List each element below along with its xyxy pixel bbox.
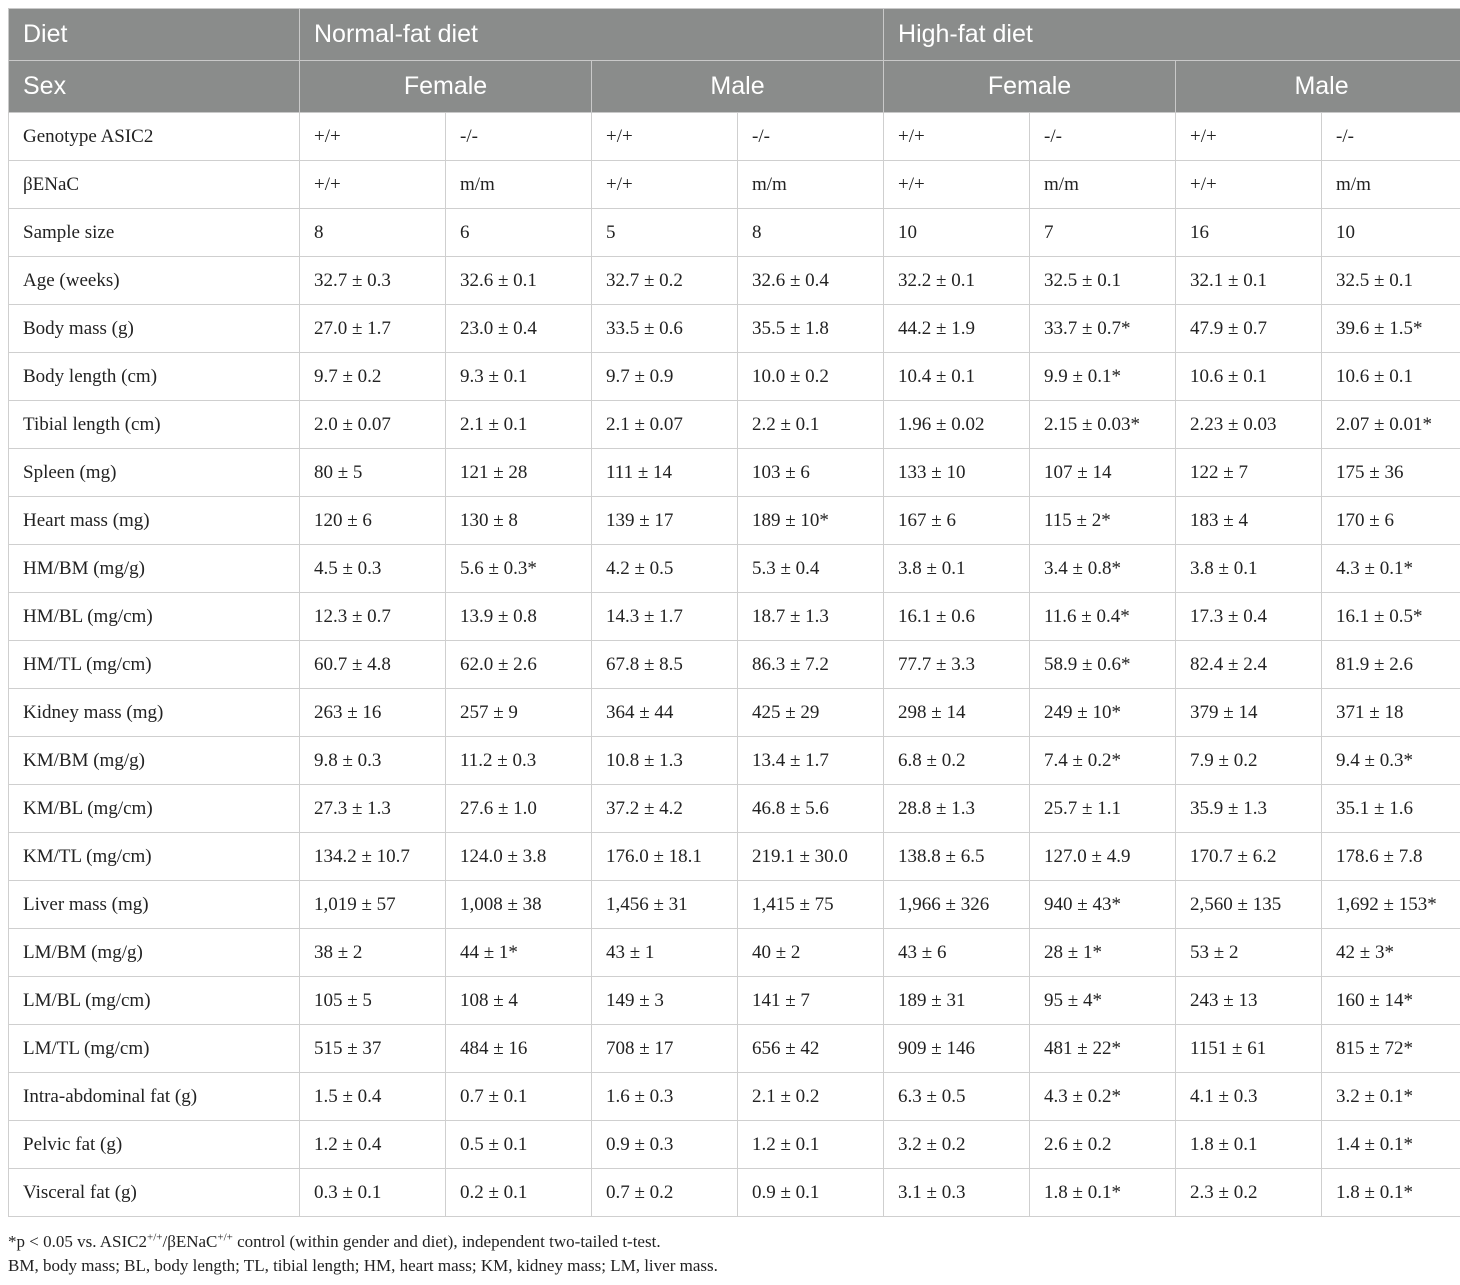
table-cell: +/+ bbox=[884, 161, 1030, 209]
table-cell: 121 ± 28 bbox=[446, 449, 592, 497]
table-row bbox=[9, 1121, 1460, 1169]
table-cell: 107 ± 14 bbox=[1030, 449, 1176, 497]
table-cell: 13.4 ± 1.7 bbox=[738, 737, 884, 785]
table-cell: 0.2 ± 0.1 bbox=[446, 1169, 592, 1217]
table-cell: 371 ± 18 bbox=[1322, 689, 1460, 737]
table-cell: 38 ± 2 bbox=[300, 929, 446, 977]
table-cell: 10.8 ± 1.3 bbox=[592, 737, 738, 785]
table-cell: 40 ± 2 bbox=[738, 929, 884, 977]
row-label: Tibial length (cm) bbox=[9, 401, 300, 449]
table-cell: 9.7 ± 0.9 bbox=[592, 353, 738, 401]
table-cell: 10.6 ± 0.1 bbox=[1322, 353, 1460, 401]
table-row bbox=[9, 977, 1460, 1025]
row-label: Genotype ASIC2 bbox=[9, 113, 300, 161]
table-cell: -/- bbox=[1322, 113, 1460, 161]
table-cell: 1.5 ± 0.4 bbox=[300, 1073, 446, 1121]
table-cell: 44.2 ± 1.9 bbox=[884, 305, 1030, 353]
table-cell: 1,692 ± 153* bbox=[1322, 881, 1460, 929]
table-cell: 58.9 ± 0.6* bbox=[1030, 641, 1176, 689]
table-cell: 16.1 ± 0.6 bbox=[884, 593, 1030, 641]
row-label: KM/BL (mg/cm) bbox=[9, 785, 300, 833]
table-cell: 43 ± 1 bbox=[592, 929, 738, 977]
table-cell: 7 bbox=[1030, 209, 1176, 257]
table-cell: 189 ± 31 bbox=[884, 977, 1030, 1025]
table-cell: 257 ± 9 bbox=[446, 689, 592, 737]
table-cell: 14.3 ± 1.7 bbox=[592, 593, 738, 641]
table-cell: 80 ± 5 bbox=[300, 449, 446, 497]
row-label: LM/BL (mg/cm) bbox=[9, 977, 300, 1025]
table-cell: 9.8 ± 0.3 bbox=[300, 737, 446, 785]
table-cell: 62.0 ± 2.6 bbox=[446, 641, 592, 689]
table-cell: 243 ± 13 bbox=[1176, 977, 1322, 1025]
header-sex-male-high: Male bbox=[1176, 61, 1460, 113]
table-cell: -/- bbox=[446, 113, 592, 161]
table-cell: 2.1 ± 0.1 bbox=[446, 401, 592, 449]
row-label: Liver mass (mg) bbox=[9, 881, 300, 929]
header-diet-high: High-fat diet bbox=[884, 9, 1460, 61]
row-label: Sample size bbox=[9, 209, 300, 257]
table-cell: 176.0 ± 18.1 bbox=[592, 833, 738, 881]
table-cell: +/+ bbox=[1176, 161, 1322, 209]
table-cell: 1.8 ± 0.1 bbox=[1176, 1121, 1322, 1169]
table-cell: 6.8 ± 0.2 bbox=[884, 737, 1030, 785]
table-cell: 249 ± 10* bbox=[1030, 689, 1176, 737]
table-cell: 1,456 ± 31 bbox=[592, 881, 738, 929]
table-cell: 940 ± 43* bbox=[1030, 881, 1176, 929]
table-cell: 3.2 ± 0.2 bbox=[884, 1121, 1030, 1169]
table-cell: 25.7 ± 1.1 bbox=[1030, 785, 1176, 833]
table-cell: 1.2 ± 0.4 bbox=[300, 1121, 446, 1169]
table-cell: 141 ± 7 bbox=[738, 977, 884, 1025]
table-cell: 5 bbox=[592, 209, 738, 257]
table-cell: 909 ± 146 bbox=[884, 1025, 1030, 1073]
table-footnotes bbox=[8, 1230, 1453, 1278]
table-cell: m/m bbox=[1322, 161, 1460, 209]
footnote-abbreviations: BM, body mass; BL, body length; TL, tibial length; HM, heart mass; KM, kidney mass; LM, liver mass. bbox=[8, 1256, 718, 1275]
table-row bbox=[9, 161, 1460, 209]
table-cell: 2.07 ± 0.01* bbox=[1322, 401, 1460, 449]
table-cell: 1.8 ± 0.1* bbox=[1322, 1169, 1460, 1217]
table-cell: 160 ± 14* bbox=[1322, 977, 1460, 1025]
table-cell: 0.9 ± 0.3 bbox=[592, 1121, 738, 1169]
table-cell: 4.3 ± 0.1* bbox=[1322, 545, 1460, 593]
table-cell: 32.6 ± 0.4 bbox=[738, 257, 884, 305]
table-cell: 32.7 ± 0.2 bbox=[592, 257, 738, 305]
table-cell: 82.4 ± 2.4 bbox=[1176, 641, 1322, 689]
table-cell: 0.3 ± 0.1 bbox=[300, 1169, 446, 1217]
table-cell: 8 bbox=[300, 209, 446, 257]
table-cell: 77.7 ± 3.3 bbox=[884, 641, 1030, 689]
table-cell: +/+ bbox=[1176, 113, 1322, 161]
table-cell: +/+ bbox=[300, 161, 446, 209]
table-cell: 175 ± 36 bbox=[1322, 449, 1460, 497]
table-cell: 9.3 ± 0.1 bbox=[446, 353, 592, 401]
table-cell: 32.1 ± 0.1 bbox=[1176, 257, 1322, 305]
table-cell: 115 ± 2* bbox=[1030, 497, 1176, 545]
table-cell: 32.2 ± 0.1 bbox=[884, 257, 1030, 305]
table-cell: 178.6 ± 7.8 bbox=[1322, 833, 1460, 881]
header-sex-label: Sex bbox=[9, 61, 300, 113]
table-cell: +/+ bbox=[300, 113, 446, 161]
table-cell: 1.2 ± 0.1 bbox=[738, 1121, 884, 1169]
table-cell: 43 ± 6 bbox=[884, 929, 1030, 977]
table-cell: 1.8 ± 0.1* bbox=[1030, 1169, 1176, 1217]
table-cell: 484 ± 16 bbox=[446, 1025, 592, 1073]
table-cell: 10 bbox=[1322, 209, 1460, 257]
table-cell: 35.1 ± 1.6 bbox=[1322, 785, 1460, 833]
table-cell: 3.8 ± 0.1 bbox=[884, 545, 1030, 593]
table-cell: +/+ bbox=[884, 113, 1030, 161]
table-cell: 28 ± 1* bbox=[1030, 929, 1176, 977]
table-cell: 0.7 ± 0.2 bbox=[592, 1169, 738, 1217]
table-cell: -/- bbox=[738, 113, 884, 161]
table-cell: 60.7 ± 4.8 bbox=[300, 641, 446, 689]
table-cell: 3.1 ± 0.3 bbox=[884, 1169, 1030, 1217]
table-cell: 9.9 ± 0.1* bbox=[1030, 353, 1176, 401]
table-cell: 4.3 ± 0.2* bbox=[1030, 1073, 1176, 1121]
table-row bbox=[9, 257, 1460, 305]
table-cell: 2.1 ± 0.2 bbox=[738, 1073, 884, 1121]
table-cell: 10 bbox=[884, 209, 1030, 257]
table-cell: 28.8 ± 1.3 bbox=[884, 785, 1030, 833]
row-label: LM/BM (mg/g) bbox=[9, 929, 300, 977]
table-cell: 16.1 ± 0.5* bbox=[1322, 593, 1460, 641]
table-cell: 815 ± 72* bbox=[1322, 1025, 1460, 1073]
table-cell: 108 ± 4 bbox=[446, 977, 592, 1025]
table-row bbox=[9, 785, 1460, 833]
table-cell: 219.1 ± 30.0 bbox=[738, 833, 884, 881]
table-cell: 4.1 ± 0.3 bbox=[1176, 1073, 1322, 1121]
table-cell: 47.9 ± 0.7 bbox=[1176, 305, 1322, 353]
data-table bbox=[8, 8, 1460, 1217]
row-label: Kidney mass (mg) bbox=[9, 689, 300, 737]
header-row-diet bbox=[9, 9, 1460, 61]
table-row bbox=[9, 1169, 1460, 1217]
table-row bbox=[9, 593, 1460, 641]
table-cell: 139 ± 17 bbox=[592, 497, 738, 545]
table-row bbox=[9, 209, 1460, 257]
table-row bbox=[9, 305, 1460, 353]
table-cell: 111 ± 14 bbox=[592, 449, 738, 497]
table-cell: 95 ± 4* bbox=[1030, 977, 1176, 1025]
row-label: LM/TL (mg/cm) bbox=[9, 1025, 300, 1073]
table-cell: 1.96 ± 0.02 bbox=[884, 401, 1030, 449]
table-cell: 1.4 ± 0.1* bbox=[1322, 1121, 1460, 1169]
table-cell: +/+ bbox=[592, 113, 738, 161]
table-cell: 27.3 ± 1.3 bbox=[300, 785, 446, 833]
header-diet-label: Diet bbox=[9, 9, 300, 61]
table-row bbox=[9, 113, 1460, 161]
table-cell: 134.2 ± 10.7 bbox=[300, 833, 446, 881]
table-cell: 6 bbox=[446, 209, 592, 257]
table-cell: 4.5 ± 0.3 bbox=[300, 545, 446, 593]
table-cell: 3.4 ± 0.8* bbox=[1030, 545, 1176, 593]
table-row bbox=[9, 497, 1460, 545]
table-cell: 1,966 ± 326 bbox=[884, 881, 1030, 929]
table-cell: 37.2 ± 4.2 bbox=[592, 785, 738, 833]
table-row bbox=[9, 353, 1460, 401]
table-row bbox=[9, 1025, 1460, 1073]
table-cell: 103 ± 6 bbox=[738, 449, 884, 497]
table-cell: 3.2 ± 0.1* bbox=[1322, 1073, 1460, 1121]
table-cell: 6.3 ± 0.5 bbox=[884, 1073, 1030, 1121]
table-cell: 133 ± 10 bbox=[884, 449, 1030, 497]
table-cell: 11.2 ± 0.3 bbox=[446, 737, 592, 785]
table-cell: 9.7 ± 0.2 bbox=[300, 353, 446, 401]
table-cell: 11.6 ± 0.4* bbox=[1030, 593, 1176, 641]
table-cell: 656 ± 42 bbox=[738, 1025, 884, 1073]
table-cell: 17.3 ± 0.4 bbox=[1176, 593, 1322, 641]
header-row-sex bbox=[9, 61, 1460, 113]
table-cell: 298 ± 14 bbox=[884, 689, 1030, 737]
table-cell: 32.5 ± 0.1 bbox=[1322, 257, 1460, 305]
table-cell: 32.6 ± 0.1 bbox=[446, 257, 592, 305]
row-label: KM/TL (mg/cm) bbox=[9, 833, 300, 881]
row-label: KM/BM (mg/g) bbox=[9, 737, 300, 785]
table-cell: 379 ± 14 bbox=[1176, 689, 1322, 737]
row-label: Intra-abdominal fat (g) bbox=[9, 1073, 300, 1121]
row-label: Heart mass (mg) bbox=[9, 497, 300, 545]
table-cell: 2.23 ± 0.03 bbox=[1176, 401, 1322, 449]
table-cell: 9.4 ± 0.3* bbox=[1322, 737, 1460, 785]
table-cell: 0.7 ± 0.1 bbox=[446, 1073, 592, 1121]
row-label: HM/BM (mg/g) bbox=[9, 545, 300, 593]
table-cell: 481 ± 22* bbox=[1030, 1025, 1176, 1073]
table-row bbox=[9, 401, 1460, 449]
table-row bbox=[9, 689, 1460, 737]
table-cell: 53 ± 2 bbox=[1176, 929, 1322, 977]
table-cell: 13.9 ± 0.8 bbox=[446, 593, 592, 641]
table-cell: 189 ± 10* bbox=[738, 497, 884, 545]
table-cell: 2.0 ± 0.07 bbox=[300, 401, 446, 449]
row-label: HM/TL (mg/cm) bbox=[9, 641, 300, 689]
table-body bbox=[9, 113, 1460, 1217]
table-row bbox=[9, 641, 1460, 689]
table-cell: 10.0 ± 0.2 bbox=[738, 353, 884, 401]
table-cell: 27.0 ± 1.7 bbox=[300, 305, 446, 353]
table-cell: 33.7 ± 0.7* bbox=[1030, 305, 1176, 353]
table-cell: 42 ± 3* bbox=[1322, 929, 1460, 977]
table-cell: 23.0 ± 0.4 bbox=[446, 305, 592, 353]
row-label: Age (weeks) bbox=[9, 257, 300, 305]
table-cell: 7.4 ± 0.2* bbox=[1030, 737, 1176, 785]
table-cell: 515 ± 37 bbox=[300, 1025, 446, 1073]
table-cell: 3.8 ± 0.1 bbox=[1176, 545, 1322, 593]
footnote-significance: *p < 0.05 vs. ASIC2+/+/βENaC+/+ control (within gender and diet), independent two-tailed t-test. bbox=[8, 1231, 661, 1251]
table-cell: 2.15 ± 0.03* bbox=[1030, 401, 1176, 449]
table-header bbox=[9, 9, 1460, 113]
table-cell: 708 ± 17 bbox=[592, 1025, 738, 1073]
row-label: βENaC bbox=[9, 161, 300, 209]
table-cell: 122 ± 7 bbox=[1176, 449, 1322, 497]
table-cell: 2.1 ± 0.07 bbox=[592, 401, 738, 449]
table-cell: 16 bbox=[1176, 209, 1322, 257]
table-cell: 127.0 ± 4.9 bbox=[1030, 833, 1176, 881]
table-cell: 1,019 ± 57 bbox=[300, 881, 446, 929]
table-cell: 44 ± 1* bbox=[446, 929, 592, 977]
table-cell: 5.6 ± 0.3* bbox=[446, 545, 592, 593]
table-cell: 1,008 ± 38 bbox=[446, 881, 592, 929]
table-cell: m/m bbox=[738, 161, 884, 209]
table-cell: 2.6 ± 0.2 bbox=[1030, 1121, 1176, 1169]
table-cell: 4.2 ± 0.5 bbox=[592, 545, 738, 593]
row-label: Spleen (mg) bbox=[9, 449, 300, 497]
table-cell: m/m bbox=[446, 161, 592, 209]
table-row bbox=[9, 1073, 1460, 1121]
table-cell: 32.5 ± 0.1 bbox=[1030, 257, 1176, 305]
table-cell: 8 bbox=[738, 209, 884, 257]
header-diet-normal: Normal-fat diet bbox=[300, 9, 884, 61]
table-cell: 81.9 ± 2.6 bbox=[1322, 641, 1460, 689]
table-cell: 167 ± 6 bbox=[884, 497, 1030, 545]
table-row bbox=[9, 881, 1460, 929]
table-cell: 0.5 ± 0.1 bbox=[446, 1121, 592, 1169]
row-label: HM/BL (mg/cm) bbox=[9, 593, 300, 641]
table-cell: 33.5 ± 0.6 bbox=[592, 305, 738, 353]
table-cell: 124.0 ± 3.8 bbox=[446, 833, 592, 881]
table-cell: 130 ± 8 bbox=[446, 497, 592, 545]
table-cell: -/- bbox=[1030, 113, 1176, 161]
table-row bbox=[9, 833, 1460, 881]
header-sex-female-high: Female bbox=[884, 61, 1176, 113]
header-sex-male-normal: Male bbox=[592, 61, 884, 113]
table-cell: 425 ± 29 bbox=[738, 689, 884, 737]
row-label: Body length (cm) bbox=[9, 353, 300, 401]
table-cell: +/+ bbox=[592, 161, 738, 209]
table-cell: 1,415 ± 75 bbox=[738, 881, 884, 929]
table-cell: 10.4 ± 0.1 bbox=[884, 353, 1030, 401]
table-row bbox=[9, 737, 1460, 785]
table-cell: 5.3 ± 0.4 bbox=[738, 545, 884, 593]
table-cell: 170 ± 6 bbox=[1322, 497, 1460, 545]
table-cell: 86.3 ± 7.2 bbox=[738, 641, 884, 689]
row-label: Body mass (g) bbox=[9, 305, 300, 353]
table-row bbox=[9, 929, 1460, 977]
table-cell: 35.5 ± 1.8 bbox=[738, 305, 884, 353]
table-cell: 1151 ± 61 bbox=[1176, 1025, 1322, 1073]
row-label: Visceral fat (g) bbox=[9, 1169, 300, 1217]
data-table-container bbox=[8, 8, 1453, 1217]
table-cell: 27.6 ± 1.0 bbox=[446, 785, 592, 833]
table-cell: 2.2 ± 0.1 bbox=[738, 401, 884, 449]
table-row bbox=[9, 449, 1460, 497]
table-cell: 12.3 ± 0.7 bbox=[300, 593, 446, 641]
table-cell: 120 ± 6 bbox=[300, 497, 446, 545]
table-cell: 183 ± 4 bbox=[1176, 497, 1322, 545]
table-cell: 39.6 ± 1.5* bbox=[1322, 305, 1460, 353]
table-cell: 35.9 ± 1.3 bbox=[1176, 785, 1322, 833]
table-cell: 7.9 ± 0.2 bbox=[1176, 737, 1322, 785]
table-cell: 2.3 ± 0.2 bbox=[1176, 1169, 1322, 1217]
table-cell: 105 ± 5 bbox=[300, 977, 446, 1025]
table-cell: 364 ± 44 bbox=[592, 689, 738, 737]
table-cell: 2,560 ± 135 bbox=[1176, 881, 1322, 929]
table-cell: 1.6 ± 0.3 bbox=[592, 1073, 738, 1121]
row-label: Pelvic fat (g) bbox=[9, 1121, 300, 1169]
table-cell: 32.7 ± 0.3 bbox=[300, 257, 446, 305]
table-cell: 67.8 ± 8.5 bbox=[592, 641, 738, 689]
header-sex-female-normal: Female bbox=[300, 61, 592, 113]
table-cell: 46.8 ± 5.6 bbox=[738, 785, 884, 833]
table-cell: 149 ± 3 bbox=[592, 977, 738, 1025]
table-cell: 10.6 ± 0.1 bbox=[1176, 353, 1322, 401]
table-cell: 0.9 ± 0.1 bbox=[738, 1169, 884, 1217]
table-cell: 170.7 ± 6.2 bbox=[1176, 833, 1322, 881]
table-cell: 263 ± 16 bbox=[300, 689, 446, 737]
table-cell: 138.8 ± 6.5 bbox=[884, 833, 1030, 881]
table-row bbox=[9, 545, 1460, 593]
table-cell: m/m bbox=[1030, 161, 1176, 209]
table-cell: 18.7 ± 1.3 bbox=[738, 593, 884, 641]
